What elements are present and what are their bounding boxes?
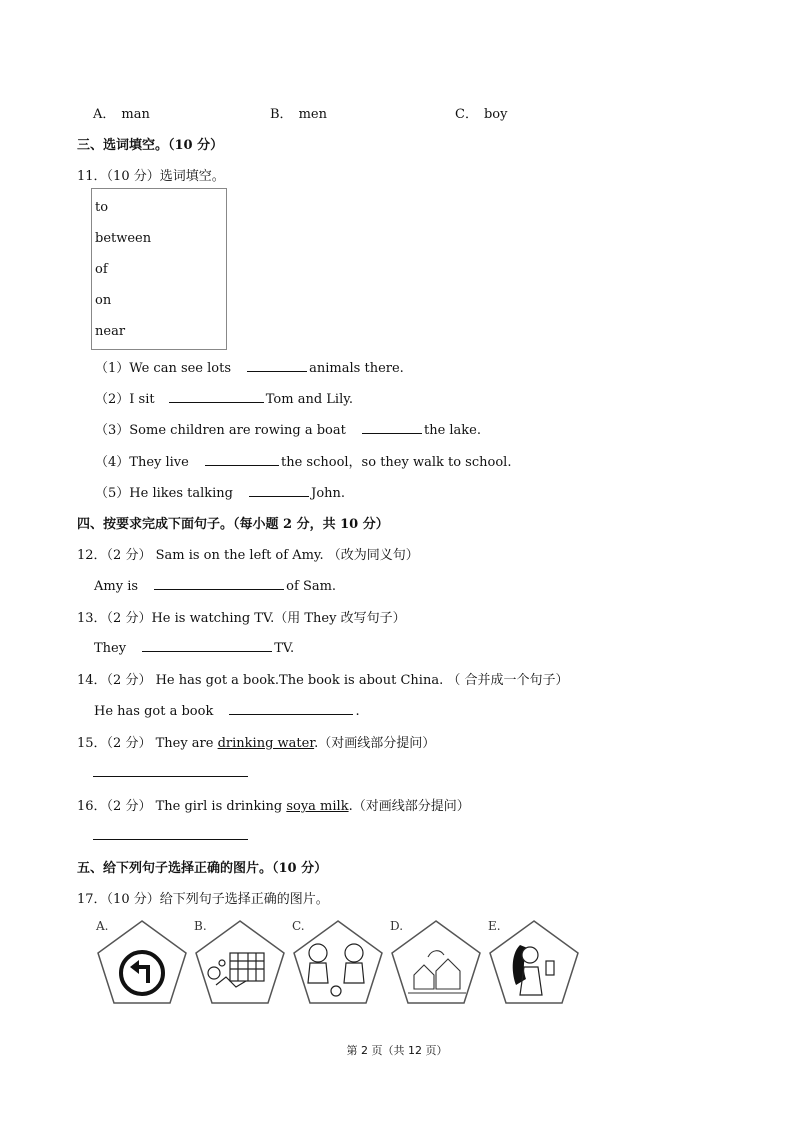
answer-blank[interactable] [362,420,422,434]
picture-label: E. [488,919,501,933]
fill-item-5: （5）He likes talking John. [95,482,345,501]
turn-left-sign-icon [121,952,163,994]
question-14-stem: 14．（2 分） He has got a book.The book is about China. （ 合并成一个句子） [77,673,569,688]
word-bank-item: of [95,262,108,277]
picture-b [192,915,288,1007]
word-bank-item: to [95,200,109,215]
answer-blank[interactable] [169,389,264,403]
fill-item-4: （4）They live the school，so they walk to school. [95,451,511,470]
section-4-heading: 四、按要求完成下面句子。（每小题 2 分，共 10 分） [77,517,389,532]
option-b: B． men [270,107,327,122]
picture-c [290,915,386,1007]
question-13-stem: 13．（2 分）He is watching TV.（用 They 改写句子） [77,611,406,626]
question-16-stem: 16．（2 分） The girl is drinking soya milk.（对画线部分提问） [77,799,470,814]
answer-blank[interactable] [142,638,272,652]
question-15-stem: 15．（2 分） They are drinking water.（对画线部分提问） [77,736,436,751]
answer-blank[interactable] [154,576,284,590]
children-icon [308,944,364,996]
question-12-answer: Amy is of Sam. [94,576,336,594]
fill-item-3: （3）Some children are rowing a boat the lake. [95,419,481,438]
option-c: C． boy [455,107,508,122]
underlined-phrase: soya milk [286,799,349,814]
question-17-stem: 17．（10 分）给下列句子选择正确的图片。 [77,892,329,907]
option-a: A． man [93,107,150,122]
village-houses-icon [408,951,466,993]
section-5-heading: 五、给下列句子选择正确的图片。（10 分） [77,861,328,876]
answer-blank[interactable] [205,452,279,466]
picture-d [388,915,484,1007]
picture-label: B. [194,919,207,933]
question-12-stem: 12．（2 分） Sam is on the left of Amy. （改为同义句） [77,548,419,563]
girl-drinking-icon [513,945,554,995]
answer-line[interactable] [93,839,248,840]
picture-label: D. [390,919,404,933]
section-3-heading: 三、选词填空。（10 分） [77,138,224,153]
football-goal-icon [208,953,264,987]
picture-label: C. [292,919,305,933]
question-14-answer: He has got a book . [94,701,360,719]
picture-e [486,915,582,1007]
answer-blank[interactable] [229,701,353,715]
answer-line[interactable] [93,776,248,777]
underlined-phrase: drinking water [217,736,315,751]
answer-blank[interactable] [249,483,309,497]
question-13-answer: They TV. [94,638,294,656]
fill-item-2: （2）I sit Tom and Lily. [95,388,353,407]
page-footer: 第 2 页（共 12 页） [346,1044,448,1057]
fill-item-1: （1）We can see lots animals there. [95,357,404,376]
word-bank-item: on [95,293,112,308]
word-bank-item: between [95,231,152,246]
word-bank-item: near [95,324,126,339]
picture-label: A. [96,919,109,933]
question-11-stem: 11．（10 分）选词填空。 [77,169,225,184]
picture-a [94,915,190,1007]
answer-blank[interactable] [247,358,307,372]
word-bank-box [91,188,227,350]
